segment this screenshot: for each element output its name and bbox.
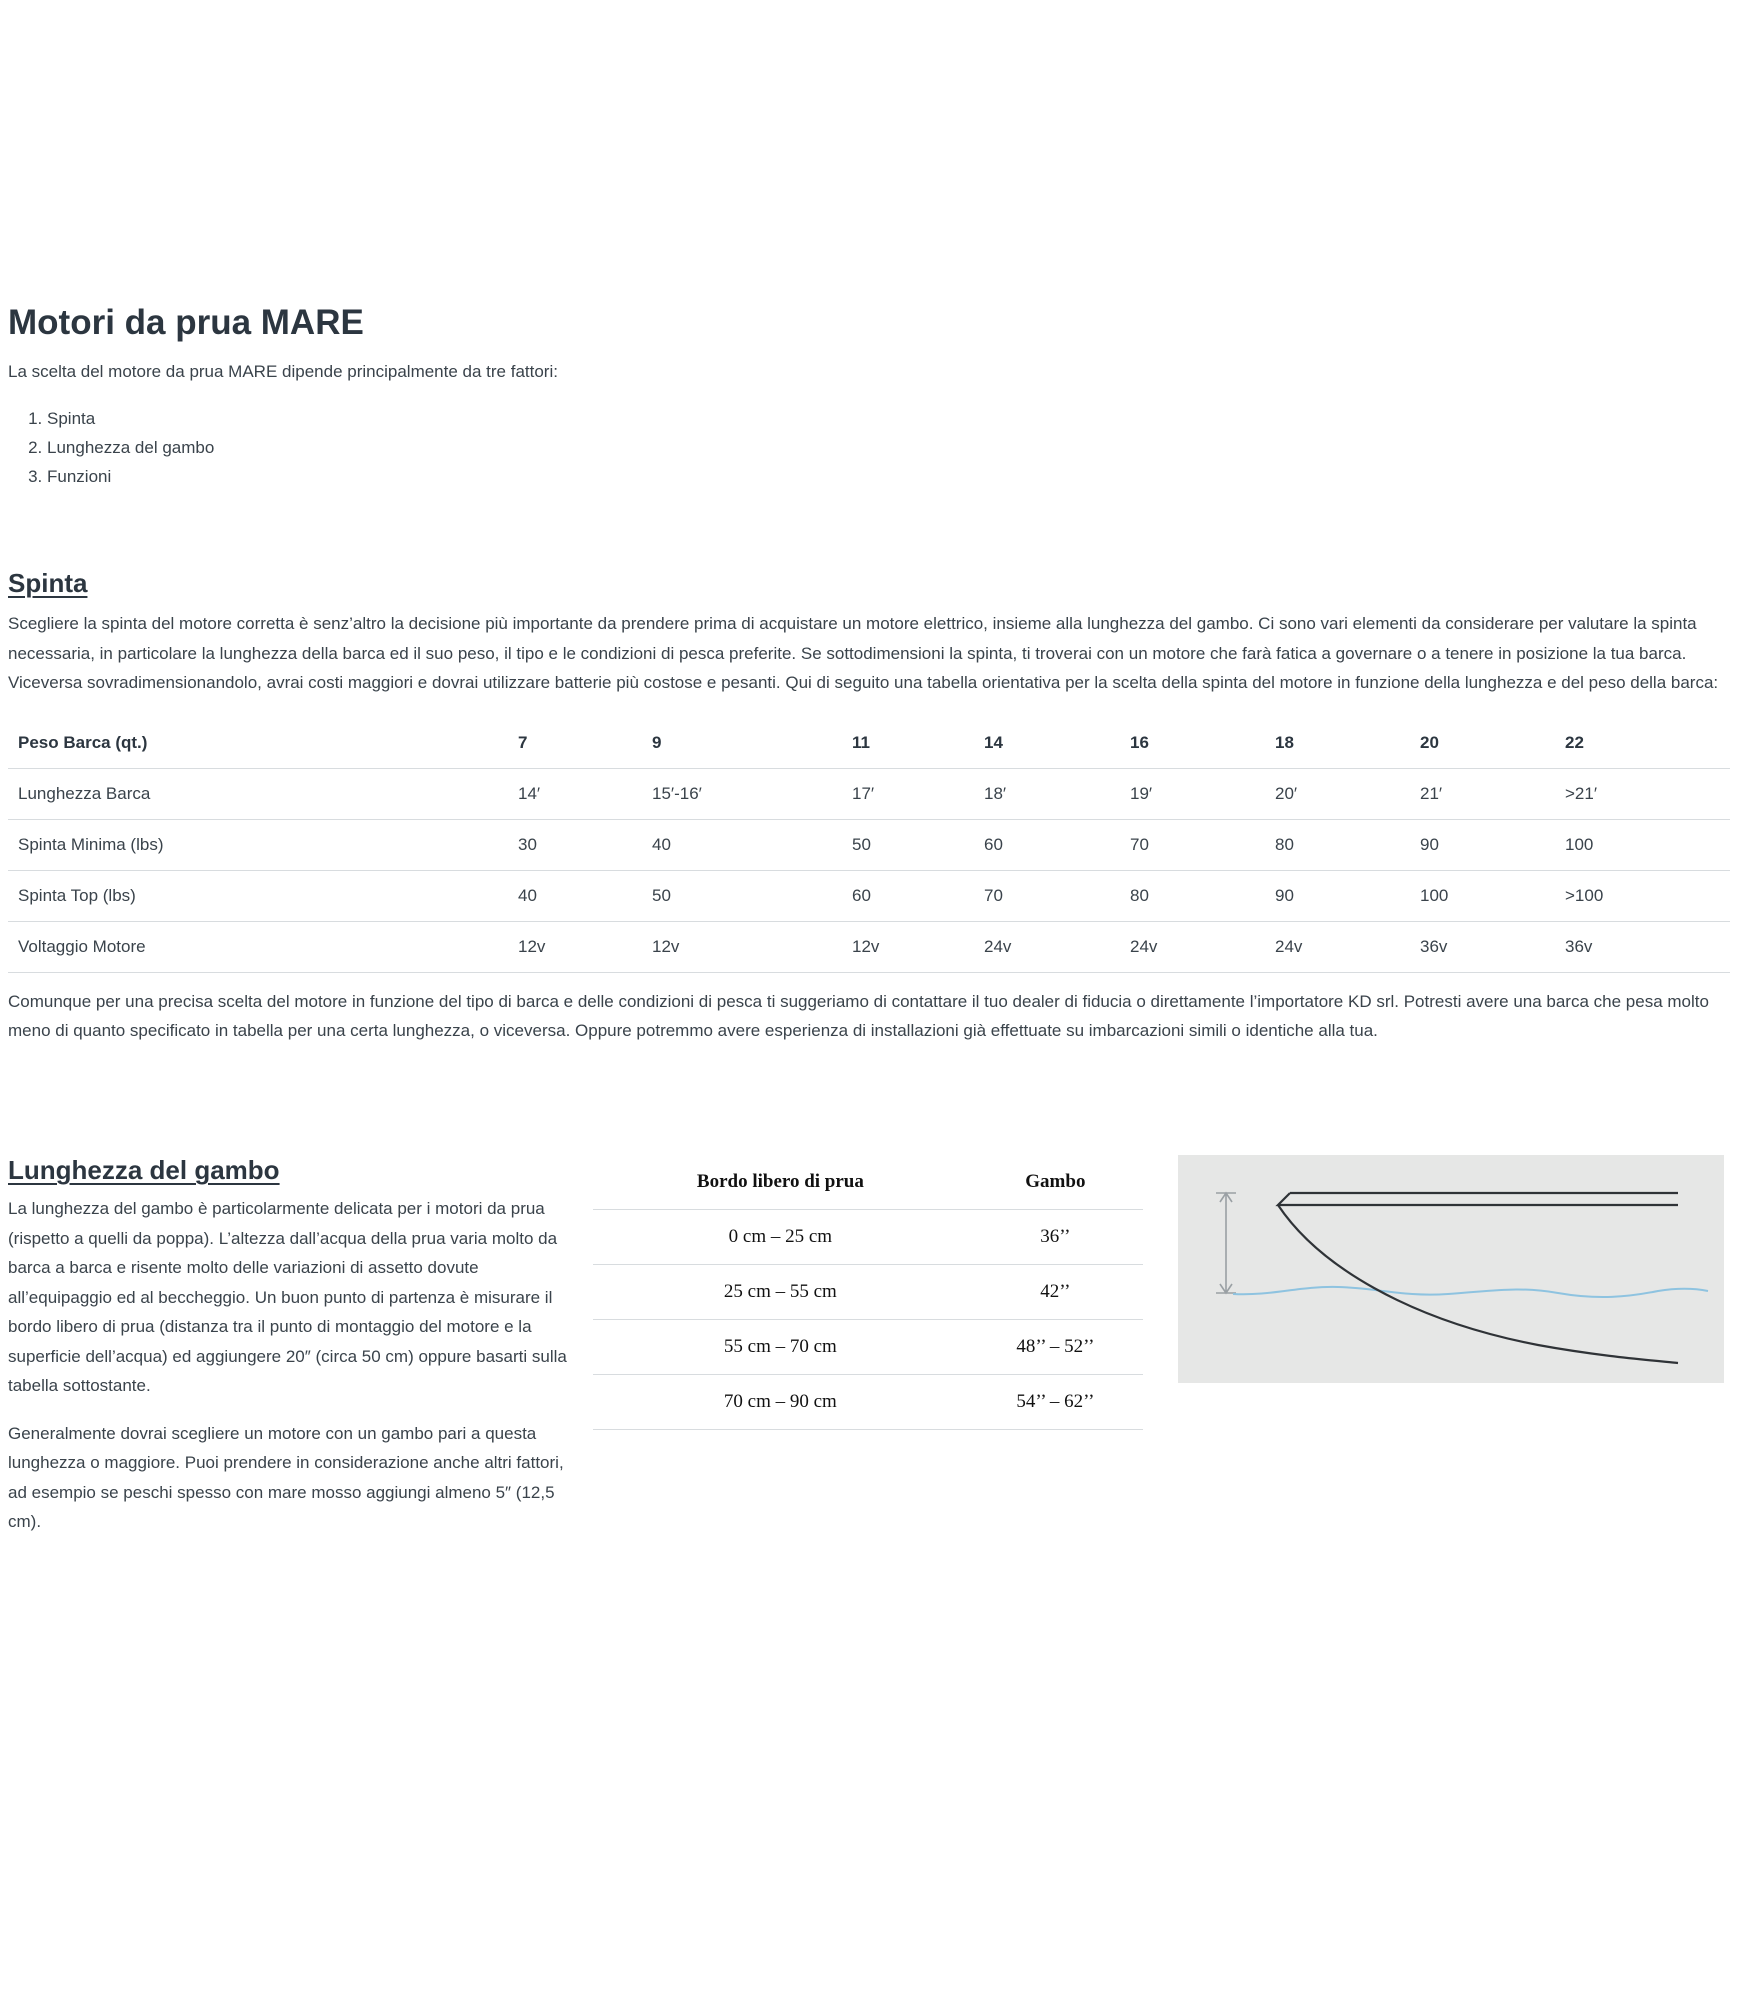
table-header-cell: 20 [1410, 718, 1555, 769]
table-cell: 48’’ – 52’’ [968, 1320, 1143, 1375]
table-header-cell: 18 [1265, 718, 1410, 769]
table-cell: 24v [974, 921, 1120, 972]
table-cell: 36’’ [968, 1210, 1143, 1265]
table-cell: 40 [642, 819, 842, 870]
spinta-section [8, 568, 1730, 1063]
measure-arrow [1216, 1193, 1236, 1293]
table-header-row [593, 1155, 1143, 1210]
hull-bottom [1278, 1205, 1678, 1363]
page-title: Motori da prua MARE [8, 303, 364, 342]
page-content [8, 300, 1730, 1531]
table-row [8, 819, 1730, 870]
table-header-cell: Gambo [968, 1155, 1143, 1210]
table-cell: 60 [842, 870, 974, 921]
table-cell: Spinta Minima (lbs) [8, 819, 508, 870]
table-cell: 20′ [1265, 768, 1410, 819]
intro-text: La scelta del motore da prua MARE dipende principalmente da tre fattori: [8, 361, 558, 381]
table-row [8, 921, 1730, 972]
table-row [593, 1320, 1143, 1375]
table-header-cell: 7 [508, 718, 642, 769]
spinta-paragraph: Scegliere la spinta del motore corretta è senz’altro la decisione più importante da prendere prima di acquistare un motore elettrico, insieme alla lunghezza del gambo. Ci sono vari elementi da considerare per valutare la spinta necessaria, in particolare la lunghezza della barca ed il suo peso, il tipo e le condizioni di pesca preferite. Se sottodimensioni la spinta, ti troverai con un motore che farà fatica a governare o a tenere in posizione la tua barca. Viceversa sovradimensionandolo, avrai costi maggiori e dovrai utilizzare batterie più costose e pesanti. Qui di seguito una tabella orientativa per la scelta della spinta del motore in funzione della lunghezza e del peso della barca: [8, 614, 1719, 692]
table-cell: 12v [842, 921, 974, 972]
gambo-heading: Lunghezza del gambo [8, 1155, 280, 1185]
table-cell: Lunghezza Barca [8, 768, 508, 819]
bow-freeboard-diagram [1178, 1155, 1724, 1383]
list-item: 2. Lunghezza del gambo [47, 433, 1730, 462]
table-cell: 12v [508, 921, 642, 972]
table-header-cell: 11 [842, 718, 974, 769]
table-cell: 80 [1120, 870, 1265, 921]
gambo-text-column [8, 1155, 568, 1537]
table-row [8, 768, 1730, 819]
table-cell: 36v [1555, 921, 1730, 972]
table-cell: 25 cm – 55 cm [593, 1265, 968, 1320]
table-cell: 30 [508, 819, 642, 870]
table-header-cell: 14 [974, 718, 1120, 769]
table-cell: 18′ [974, 768, 1120, 819]
table-cell: 0 cm – 25 cm [593, 1210, 968, 1265]
list-item: 1. Spinta [47, 404, 1730, 433]
table-header-cell: Bordo libero di prua [593, 1155, 968, 1210]
table-header-cell: Peso Barca (qt.) [8, 718, 508, 769]
table-row [593, 1210, 1143, 1265]
list-item: 3. Funzioni [47, 462, 1730, 491]
table-cell: 70 cm – 90 cm [593, 1375, 968, 1430]
thrust-table [8, 718, 1730, 973]
shaft-table [593, 1155, 1143, 1430]
table-cell: >100 [1555, 870, 1730, 921]
table-cell: 14′ [508, 768, 642, 819]
table-cell: 42’’ [968, 1265, 1143, 1320]
table-cell: 80 [1265, 819, 1410, 870]
table-cell: 90 [1265, 870, 1410, 921]
table-header-cell: 16 [1120, 718, 1265, 769]
table-cell: Voltaggio Motore [8, 921, 508, 972]
table-row [593, 1375, 1143, 1430]
gambo-paragraph: Generalmente dovrai scegliere un motore con un gambo pari a questa lunghezza o maggiore. Puoi prendere in considerazione anche altri fattori, ad esempio se peschi spesso con mare mosso aggiungi almeno 5″ (12,5 cm). [8, 1423, 564, 1531]
bow-diagram-svg [1178, 1155, 1724, 1383]
table-row [8, 870, 1730, 921]
table-cell: 21′ [1410, 768, 1555, 819]
table-cell: 55 cm – 70 cm [593, 1320, 968, 1375]
table-cell: 19′ [1120, 768, 1265, 819]
table-cell: 90 [1410, 819, 1555, 870]
table-cell: 40 [508, 870, 642, 921]
water-line [1233, 1287, 1708, 1297]
table-cell: 24v [1120, 921, 1265, 972]
table-cell: 24v [1265, 921, 1410, 972]
factors-list [8, 404, 1730, 491]
table-header-cell: 9 [642, 718, 842, 769]
table-cell: 54’’ – 62’’ [968, 1375, 1143, 1430]
gambo-paragraph: La lunghezza del gambo è particolarmente delicata per i motori da prua (rispetto a quelli da poppa). L’altezza dall’acqua della prua varia molto da barca a barca e risente molto delle variazioni di assetto dovute all’equipaggio ed al beccheggio. Un buon punto di partenza è misurare il bordo libero di prua (distanza tra il punto di montaggio del motore e la superficie dell’acqua) ed aggiungere 20″ (circa 50 cm) oppure basarti sulla tabella sottostante. [8, 1199, 567, 1395]
table-cell: 17′ [842, 768, 974, 819]
table-cell: 12v [642, 921, 842, 972]
hull-deck [1278, 1193, 1678, 1205]
table-cell: 50 [642, 870, 842, 921]
table-cell: Spinta Top (lbs) [8, 870, 508, 921]
table-row [593, 1265, 1143, 1320]
table-header-cell: 22 [1555, 718, 1730, 769]
table-cell: 100 [1555, 819, 1730, 870]
table-cell: 36v [1410, 921, 1555, 972]
table-cell: 70 [974, 870, 1120, 921]
table-cell: 100 [1410, 870, 1555, 921]
table-cell: 50 [842, 819, 974, 870]
table-cell: 15′-16′ [642, 768, 842, 819]
table-cell: 60 [974, 819, 1120, 870]
table-header-row [8, 718, 1730, 769]
spinta-note: Comunque per una precisa scelta del motore in funzione del tipo di barca e delle condizioni di pesca ti suggeriamo di contattare il tuo dealer di fiducia o direttamente l’importatore KD srl. Potresti avere una barca che pesa molto meno di quanto specificato in tabella per una certa lunghezza, o viceversa. Oppure potremmo avere esperienza di installazioni già effettuate su imbarcazioni simili o identiche alla tua. [8, 991, 1709, 1040]
table-cell: 70 [1120, 819, 1265, 870]
table-cell: >21′ [1555, 768, 1730, 819]
spinta-heading: Spinta [8, 568, 88, 598]
